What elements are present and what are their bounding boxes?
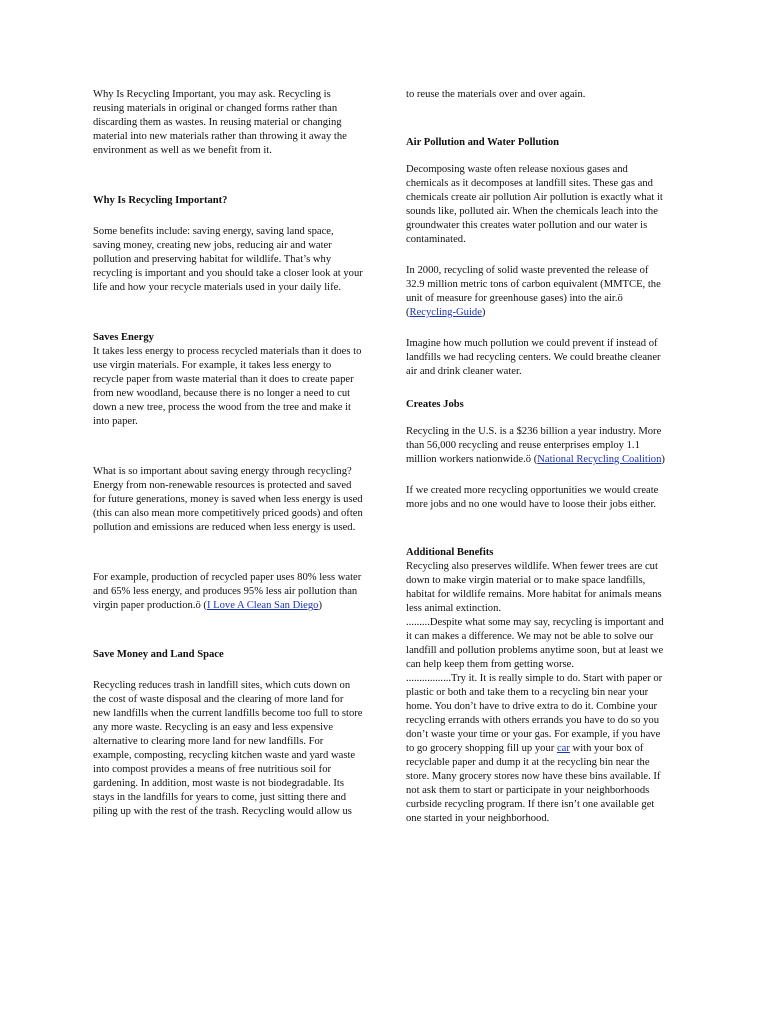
mmtce-text: In 2000, recycling of solid waste prevented the release of 32.9 million metric tons of carbon equivalent (MMTCE, the unit of measure for greenhouse gases) into the air.ö ( [406, 265, 661, 318]
jobs-text: Recycling in the U.S. is a $236 billion a year industry. More than 56,000 recycling and reuse enterprises employ 1.1 million workers nationwide.ö ( [406, 426, 662, 465]
recycling-guide-link[interactable]: Recycling-Guide [409, 307, 482, 318]
intro-paragraph: Why Is Recycling Important, you may ask. Recycling is reusing materials in original or changed forms rather than discarding them as wastes. In reusing material or changing material into new materials rather than throwing it away the environment as well as we benefit from it. [93, 89, 347, 156]
why-recycling-heading: Why Is Recycling Important? [93, 195, 228, 206]
saves-energy-heading: Saves Energy [93, 332, 154, 343]
more-jobs-paragraph: If we created more recycling opportunities we would create more jobs and no one would have to loose their jobs either. [406, 485, 659, 510]
right-column [406, 88, 668, 826]
try-it-text-a: .................Try it. It is really simple to do. Start with paper or plastic or both and take them to a recycling bin near your home. You don’t have to drive extra to do it. Combine your recycling errands with others errands you have to do so you don’t waste your time or your gas. For example, if you have to go grocery shopping fill up your [406, 673, 663, 754]
national-recycling-coalition-link[interactable]: National Recycling Coalition [537, 454, 662, 465]
save-money-paragraph: Recycling reduces trash in landfill sites, which cuts down on the cost of waste disposal and the clearing of more land for new landfills when the current landfills become too full to store any more waste. Recycling is an easy and less expensive alternative to clearing more land for new landfills. For example, composting, recycling kitchen waste and yard waste into compost provides a means of free nutritious soil for gardening. In addition, most waste is not biodegradable. Its stays in the landfills for years to come, just sitting there and piling up with the rest of the trash. Recycling would allow us [93, 680, 363, 817]
save-money-heading: Save Money and Land Space [93, 649, 224, 660]
air-water-pollution-paragraph: Decomposing waste often release noxious gases and chemicals as it decomposes at landfill sites. These gas and chemicals create air pollution Air pollution is exactly what it sounds like, polluted air. When the chemicals leach into the groundwater this creates water pollution and our water is contaminated. [406, 164, 663, 245]
try-it-text-b: with your box of recyclable paper and dump it at the recycling bin near the store. Many grocery stores now have these bins available. If not ask them to start or participate in your neighborhoods curbside recycling program. If there isn’t one available get one started in your neighborhood. [406, 743, 661, 824]
try-it-paragraph [406, 672, 668, 826]
car-link[interactable]: car [556, 743, 570, 754]
air-water-pollution-heading: Air Pollution and Water Pollution [406, 137, 560, 148]
energy-importance-paragraph: What is so important about saving energy through recycling? Energy from non-renewable resources is protected and saved for future generations, money is saved when less energy is used (this can also mean more competitively priced goods) and often pollution and emissions are reduced when less energy is used. [93, 466, 363, 533]
clean-san-diego-link[interactable]: I Love A Clean San Diego [206, 600, 319, 611]
paper-example-text: For example, production of recycled paper uses 80% less water and 65% less energy, and produces 95% less air pollution than virgin paper production.ö ( [93, 572, 362, 611]
paper-example-close: ) [318, 600, 323, 611]
despite-paragraph: .........Despite what some may say, recycling is important and it can makes a difference. We may not be able to solve our landfill and pollution problems anytime soon, but at least we can help keep them from getting worse. [406, 617, 664, 670]
imagine-paragraph: Imagine how much pollution we could prevent if instead of landfills we had recycling centers. We could breathe cleaner air and drink cleaner water. [406, 338, 661, 377]
mmtce-paragraph [406, 264, 668, 320]
creates-jobs-paragraph [406, 425, 668, 467]
saves-energy-paragraph: It takes less energy to process recycled materials than it does to use virgin materials. For example, it takes less energy to recycle paper from waste material than it does to create paper from new woodland, because there is no longer a need to cut down a new tree, process the wood from the tree and make it into paper. [93, 346, 362, 427]
additional-benefits-heading: Additional Benefits [406, 547, 494, 558]
jobs-close: ) [661, 454, 665, 465]
why-recycling-paragraph: Some benefits include: saving energy, saving land space, saving money, creating new jobs, reducing air and water pollution and preserving habitat for wildlife. That’s why recycling is important and you should take a closer look at your life and how your recycle materials used in your daily life. [93, 226, 363, 293]
creates-jobs-heading: Creates Jobs [406, 399, 464, 410]
paper-example-paragraph [93, 571, 363, 613]
wildlife-paragraph: Recycling also preserves wildlife. When fewer trees are cut down to make virgin material or to make space landfills, habitat for wildlife remains. More habitat for animals means less animal extinction. [406, 561, 662, 614]
mmtce-close: ) [481, 307, 486, 318]
continuation-paragraph: to reuse the materials over and over again. [406, 89, 586, 100]
left-column [93, 88, 363, 819]
